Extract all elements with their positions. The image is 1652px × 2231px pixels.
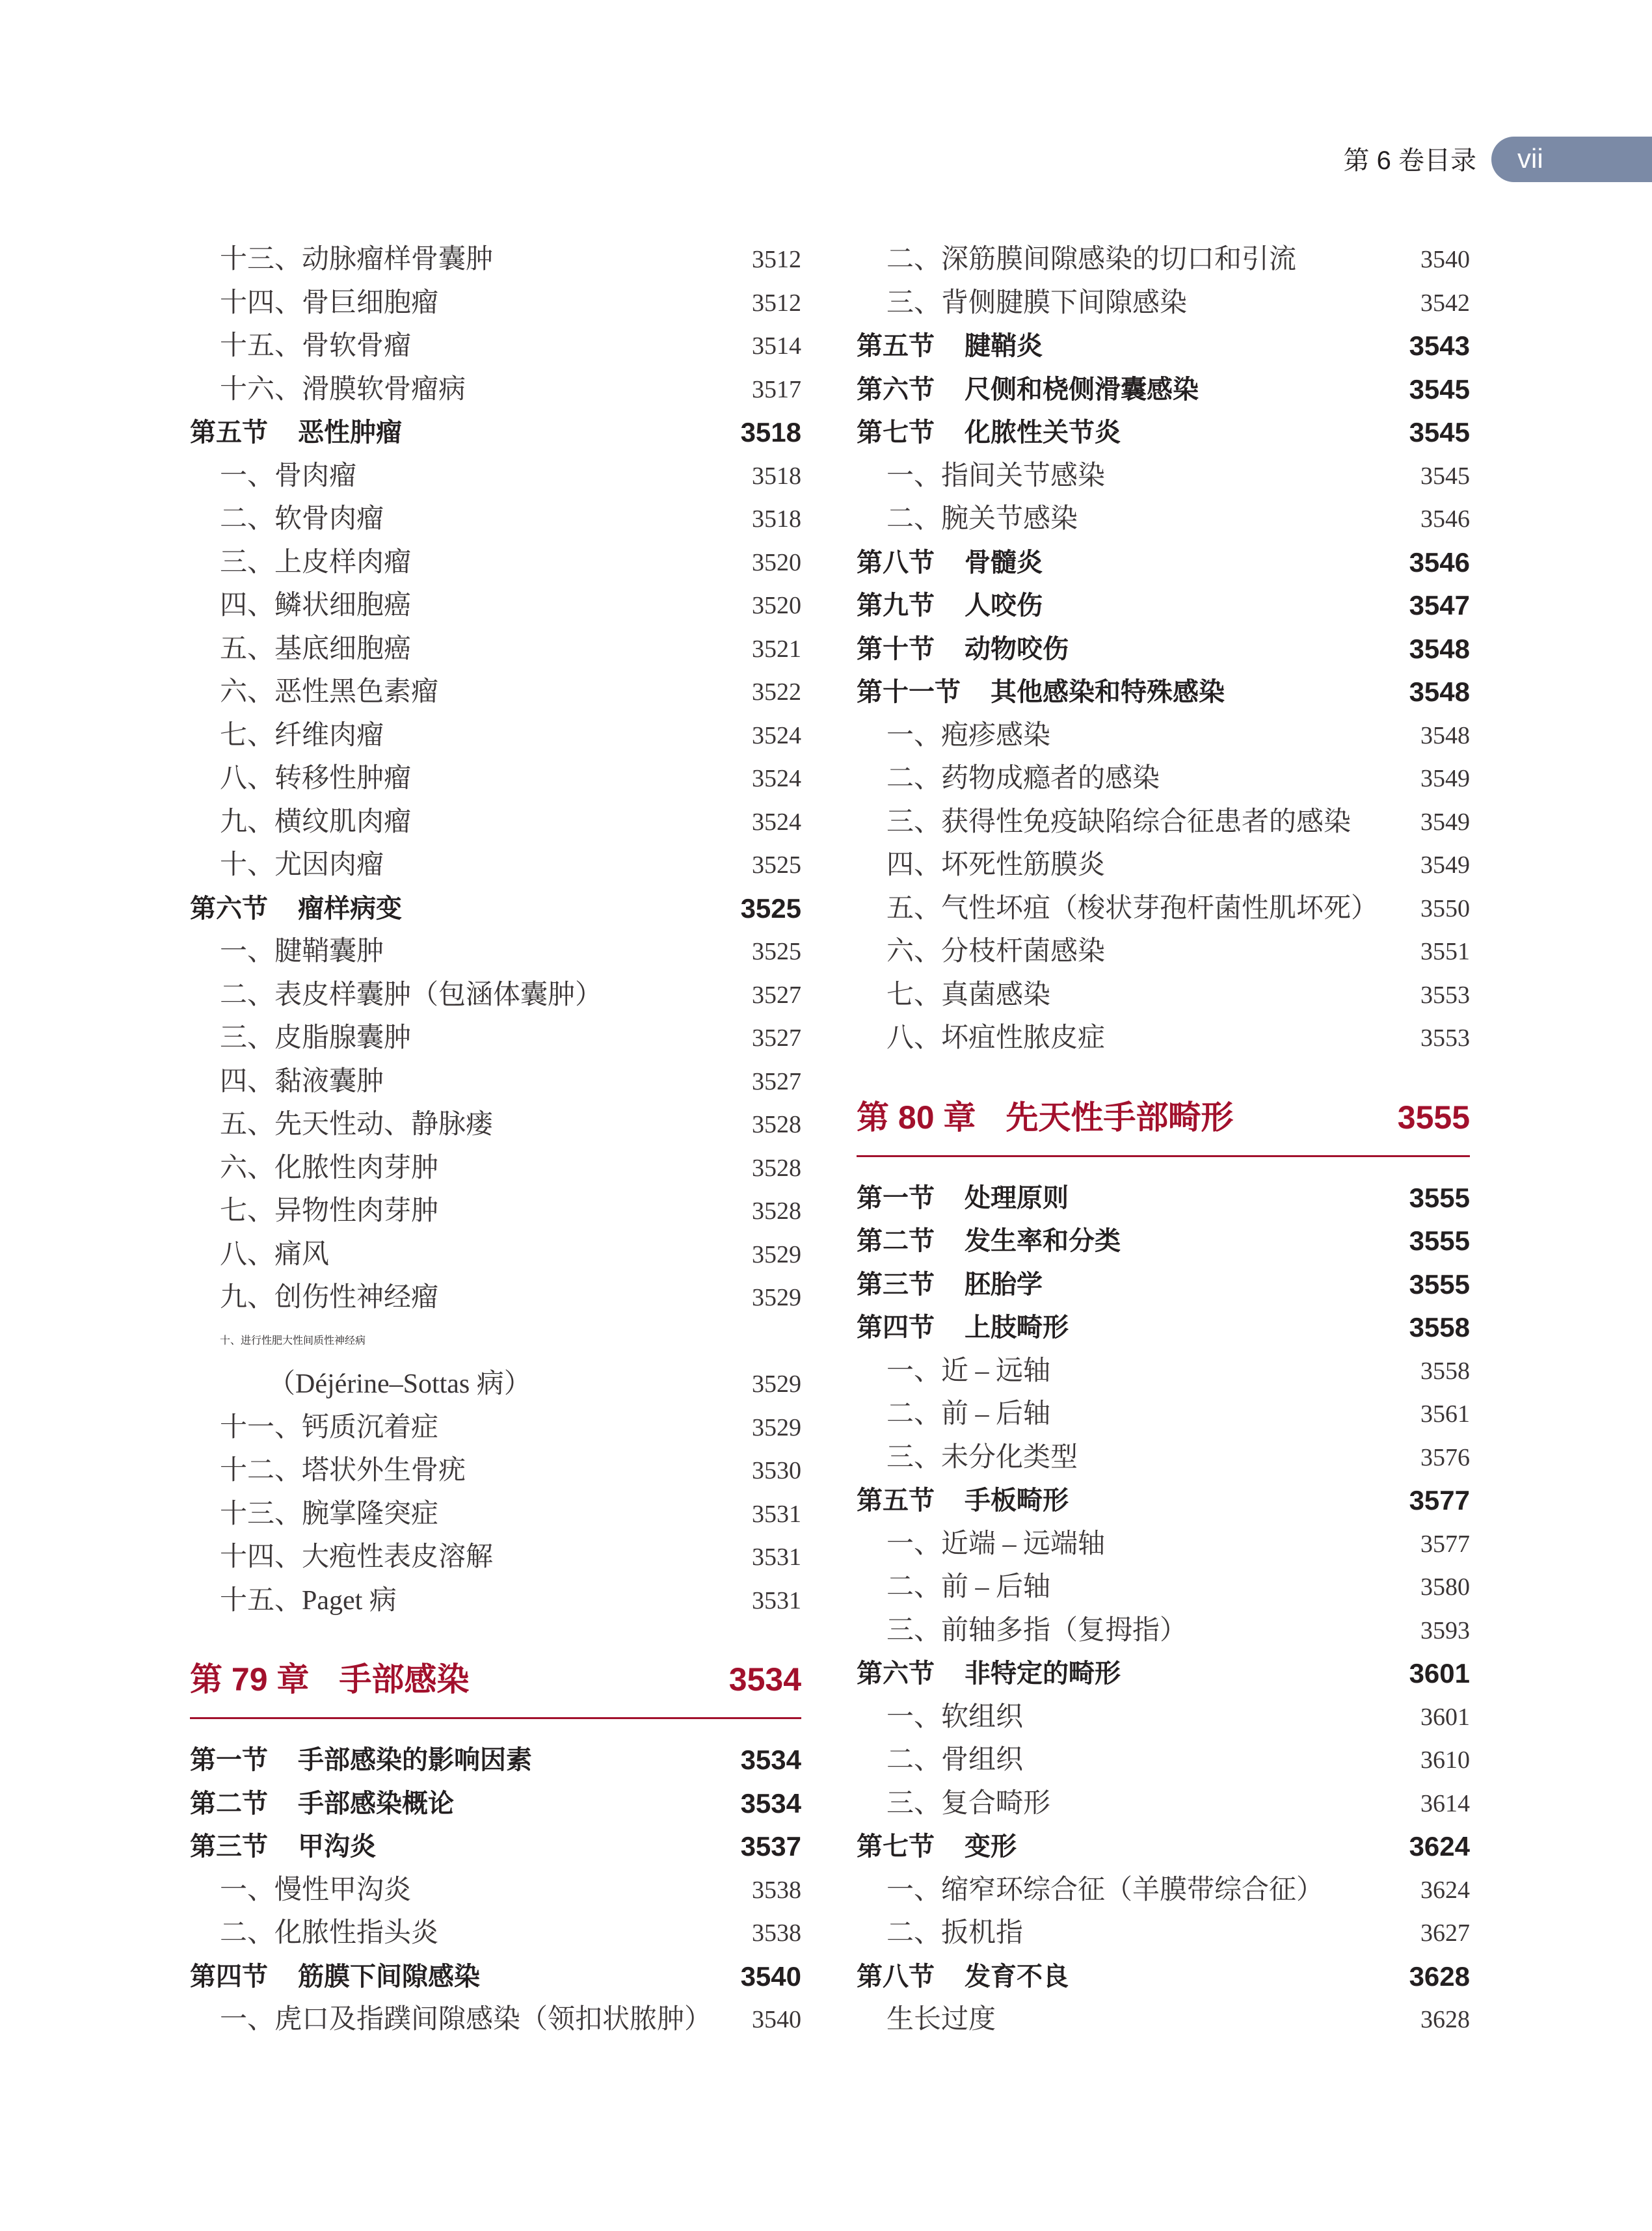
toc-item[interactable]	[857, 1998, 1470, 2042]
toc-entry-title	[857, 1955, 1409, 1999]
toc-page-number: 3548	[1420, 721, 1470, 749]
toc-section[interactable]	[190, 411, 801, 455]
toc-entry-title	[190, 411, 741, 455]
toc-page-number: 3628	[1420, 2006, 1470, 2033]
toc-item[interactable]	[857, 238, 1470, 282]
toc-page-number: 3546	[1420, 505, 1470, 533]
section-title: 骨髓炎	[965, 548, 1043, 577]
toc-entry-title	[190, 887, 741, 931]
section-number: 第二节	[857, 1227, 935, 1255]
toc-page-number: 3528	[752, 1111, 801, 1138]
toc-page-number: 3593	[1420, 1616, 1470, 1644]
toc-entry-title	[857, 671, 1409, 714]
toc-item[interactable]	[190, 1869, 801, 1912]
section-title: 人咬伤	[965, 591, 1043, 620]
section-title: 胚胎学	[965, 1270, 1043, 1299]
toc-page-number: 3522	[752, 678, 801, 706]
toc-item[interactable]	[190, 1363, 801, 1406]
toc-entry-title: 五、先天性动、静脉瘘	[220, 1110, 494, 1140]
toc-page-number: 3561	[1420, 1400, 1470, 1428]
section-number: 第十一节	[857, 678, 961, 706]
section-title: 非特定的畸形	[965, 1659, 1121, 1688]
toc-entry-title: 二、表皮样囊肿（包涵体囊肿）	[220, 980, 603, 1010]
toc-entry-title: 一、虎口及指蹼间隙感染（领扣状脓肿）	[220, 2005, 712, 2035]
toc-item[interactable]	[190, 368, 801, 412]
toc-page-number: 3545	[1420, 462, 1470, 490]
section-title: 手部感染的影响因素	[298, 1746, 532, 1774]
toc-page-number: 3528	[752, 1154, 801, 1182]
toc-entry-title: 七、纤维肉瘤	[220, 720, 384, 751]
section-number: 第三节	[190, 1832, 268, 1861]
toc-page-number: 3524	[752, 808, 801, 836]
toc-page-number: 3527	[752, 1024, 801, 1052]
toc-section[interactable]	[857, 411, 1470, 455]
toc-page-number: 3527	[752, 1067, 801, 1095]
chapter-title: 先天性手部畸形	[1006, 1099, 1234, 1136]
toc-page-number: 3540	[740, 1960, 801, 1992]
toc-entry-title: 四、鳞状细胞癌	[220, 591, 412, 621]
section-title: 甲沟炎	[298, 1832, 376, 1861]
toc-entry-title: 一、慢性甲沟炎	[220, 1875, 412, 1905]
toc-page-number: 3525	[740, 892, 801, 924]
toc-page-number: 3555	[1409, 1268, 1470, 1300]
toc-page-number: 3534	[740, 1744, 801, 1775]
toc-section[interactable]	[190, 887, 801, 931]
toc-page-number: 3537	[740, 1831, 801, 1862]
toc-item[interactable]	[857, 801, 1470, 844]
toc-entry-title	[190, 1739, 741, 1782]
toc-page-number: 3576	[1420, 1443, 1470, 1471]
toc-item[interactable]	[190, 1147, 801, 1190]
section-number: 第五节	[857, 1486, 935, 1515]
toc-entry-title: 一、骨肉瘤	[220, 461, 357, 491]
toc-item[interactable]	[190, 541, 801, 585]
toc-page-number: 3525	[752, 851, 801, 879]
toc-entry-title: 六、化脓性肉芽肿	[220, 1153, 439, 1183]
toc-page-number: 3518	[752, 505, 801, 533]
toc-section[interactable]	[857, 1479, 1470, 1523]
toc-section[interactable]	[857, 368, 1470, 412]
toc-entry-title: 四、黏液囊肿	[220, 1066, 384, 1097]
toc-page-number: 3525	[752, 938, 801, 965]
toc-entry-title: 五、基底细胞癌	[220, 634, 412, 664]
toc-page-number: 3624	[1420, 1876, 1470, 1904]
toc-entry-title: 一、近端 – 远端轴	[886, 1529, 1106, 1559]
toc-page-number: 3580	[1420, 1573, 1470, 1601]
toc-section[interactable]	[857, 1306, 1470, 1350]
toc-item[interactable]	[190, 1536, 801, 1579]
toc-page-number: 3524	[752, 765, 801, 792]
section-title: 筋膜下间隙感染	[298, 1962, 480, 1991]
section-number: 第九节	[857, 591, 935, 620]
page-header-title: 第 6 卷目录	[1343, 146, 1476, 175]
toc-item[interactable]	[190, 498, 801, 541]
toc-entry-title: 二、前 – 后轴	[886, 1572, 1051, 1602]
toc-entry-title	[857, 1652, 1409, 1696]
toc-entry-title	[857, 541, 1409, 585]
section-title: 发育不良	[965, 1962, 1069, 1991]
toc-entry-title: 十四、大疱性表皮溶解	[220, 1542, 494, 1572]
toc-item[interactable]	[857, 714, 1470, 758]
toc-item[interactable]	[190, 1406, 801, 1450]
toc-item[interactable]	[190, 1912, 801, 1955]
toc-page-number: 3534	[728, 1661, 801, 1698]
toc-item[interactable]	[857, 1436, 1470, 1480]
toc-entry-title	[857, 1220, 1409, 1263]
toc-page-number: 3512	[752, 289, 801, 317]
toc-entry-title: 三、前轴多指（复拇指）	[886, 1615, 1188, 1646]
toc-item[interactable]	[190, 974, 801, 1017]
toc-entry-title: 十四、骨巨细胞瘤	[220, 287, 439, 318]
toc-entry-title	[857, 411, 1409, 455]
section-title: 恶性肿瘤	[298, 418, 402, 447]
toc-item[interactable]	[857, 1350, 1470, 1393]
toc-item[interactable]	[857, 1523, 1470, 1566]
toc-entry-title: 三、未分化类型	[886, 1442, 1078, 1473]
toc-page-number: 3549	[1420, 808, 1470, 836]
section-title: 瘤样病变	[298, 894, 402, 923]
toc-page-number: 3555	[1397, 1099, 1470, 1136]
toc-page-number: 3531	[752, 1500, 801, 1528]
toc-entry-title: 八、转移性肿瘤	[220, 764, 412, 794]
toc-item[interactable]	[190, 1103, 801, 1147]
toc-item[interactable]	[857, 455, 1470, 498]
toc-page-number: 3520	[752, 548, 801, 576]
toc-page-number: 3545	[1409, 373, 1470, 405]
section-number: 第四节	[190, 1962, 268, 1991]
toc-entry-title: 三、上皮样肉瘤	[220, 547, 412, 578]
toc-item[interactable]	[857, 1912, 1470, 1955]
toc-item[interactable]	[857, 887, 1470, 931]
toc-section[interactable]	[190, 1739, 801, 1782]
toc-entry-title	[857, 1263, 1409, 1307]
toc-page-number: 3529	[752, 1370, 801, 1398]
section-title: 发生率和分类	[965, 1227, 1121, 1255]
toc-page-number: 3512	[752, 246, 801, 273]
toc-entry-title	[857, 368, 1409, 412]
toc-page-number: 3551	[1420, 938, 1470, 965]
toc-page-number: 3601	[1420, 1703, 1470, 1731]
toc-entry-title: 二、扳机指	[886, 1918, 1024, 1948]
toc-entry-title: 三、复合畸形	[886, 1788, 1051, 1819]
toc-page-number: 3549	[1420, 851, 1470, 879]
toc-item[interactable]	[190, 1233, 801, 1277]
section-title: 尺侧和桡侧滑囊感染	[965, 375, 1199, 404]
toc-item[interactable]	[190, 325, 801, 368]
toc-entry-title: 十二、塔状外生骨疣	[220, 1456, 466, 1486]
toc-page-number: 3555	[1409, 1182, 1470, 1213]
toc-page-number: 3540	[1420, 246, 1470, 273]
toc-item[interactable]	[190, 1998, 801, 2042]
toc-page-number: 3517	[752, 375, 801, 403]
toc-entry-title: 十五、骨软骨瘤	[220, 331, 412, 361]
toc-entry-title: 八、痛风	[220, 1239, 330, 1270]
toc-entry-title: 十六、滑膜软骨瘤病	[220, 374, 466, 405]
toc-item[interactable]	[857, 1017, 1470, 1060]
toc-entry-title	[190, 1650, 729, 1705]
toc-entry-title: 生长过度	[886, 2005, 996, 2035]
section-number: 第一节	[857, 1183, 935, 1212]
toc-entry-title	[857, 1088, 1398, 1143]
toc-entry-title: 二、前 – 后轴	[886, 1399, 1051, 1429]
toc-page-number: 3521	[752, 635, 801, 663]
toc-page-number: 3601	[1409, 1658, 1470, 1689]
section-title: 腱鞘炎	[965, 332, 1043, 360]
section-number: 第八节	[857, 1962, 935, 1991]
toc-item[interactable]	[190, 584, 801, 628]
toc-item[interactable]	[190, 1320, 801, 1363]
toc-entry-title: 十、进行性肥大性间质性神经病	[220, 1335, 366, 1346]
toc-item[interactable]	[190, 1449, 801, 1493]
section-title: 上肢畸形	[965, 1313, 1069, 1342]
toc-entry-title: 十五、Paget 病	[220, 1585, 397, 1616]
toc-section[interactable]	[857, 541, 1470, 585]
toc-page-number: 3540	[752, 2006, 801, 2033]
toc-page-number: 3577	[1409, 1485, 1470, 1516]
toc-page-number: 3548	[1409, 633, 1470, 664]
page-number: vii	[1517, 143, 1543, 174]
toc-page-number: 3614	[1420, 1789, 1470, 1817]
toc-entry-title: 五、气性坏疽（梭状芽孢杆菌性肌坏死）	[886, 893, 1379, 924]
toc-item[interactable]	[190, 930, 801, 974]
toc-page-number: 3549	[1420, 765, 1470, 792]
toc-section[interactable]	[857, 1220, 1470, 1263]
toc-entry-title: 二、软骨肉瘤	[220, 504, 384, 534]
toc-entry-title: 六、恶性黑色素瘤	[220, 677, 439, 707]
toc-entry-title	[857, 1177, 1409, 1220]
toc-item[interactable]	[857, 1869, 1470, 1912]
toc-section[interactable]	[857, 1825, 1470, 1869]
toc-page-number: 3543	[1409, 330, 1470, 361]
toc-page-number: 3542	[1420, 289, 1470, 317]
toc-page-number: 3534	[740, 1787, 801, 1819]
toc-item[interactable]	[857, 757, 1470, 801]
toc-entry-title: 六、分枝杆菌感染	[886, 937, 1106, 967]
section-title: 处理原则	[965, 1183, 1069, 1212]
toc-item[interactable]	[857, 498, 1470, 541]
toc-item[interactable]	[190, 757, 801, 801]
toc-section[interactable]	[857, 1263, 1470, 1307]
toc-entry-title: 十三、动脉瘤样骨囊肿	[220, 245, 494, 274]
toc-page-number: 3538	[752, 1876, 801, 1904]
toc-section[interactable]	[857, 671, 1470, 714]
toc-page-number: 3628	[1409, 1960, 1470, 1992]
toc-item[interactable]	[190, 714, 801, 758]
toc-chapter[interactable]	[190, 1650, 801, 1719]
toc-page-number: 3518	[740, 417, 801, 448]
toc-item[interactable]	[857, 1782, 1470, 1826]
toc-page-number: 3518	[752, 462, 801, 490]
toc-item[interactable]	[190, 671, 801, 714]
toc-entry-title	[190, 1955, 741, 1999]
section-number: 第五节	[857, 332, 935, 360]
toc-entry-title	[857, 1306, 1409, 1350]
toc-item[interactable]	[857, 1696, 1470, 1739]
toc-page-number: 3558	[1409, 1312, 1470, 1343]
toc-entry-title: 四、坏死性筋膜炎	[886, 850, 1106, 880]
toc-item[interactable]	[857, 974, 1470, 1017]
toc-entry-title	[857, 1825, 1409, 1869]
toc-section[interactable]	[190, 1955, 801, 1999]
toc-item[interactable]	[190, 801, 801, 844]
toc-page-number: 3538	[752, 1919, 801, 1947]
toc-item[interactable]	[857, 1566, 1470, 1609]
toc-section[interactable]	[857, 1955, 1470, 1999]
toc-page-number: 3547	[1409, 590, 1470, 621]
toc-item[interactable]	[190, 628, 801, 671]
toc-entry-title: 七、真菌感染	[886, 980, 1051, 1010]
toc-entry-title: 三、获得性免疫缺陷综合征患者的感染	[886, 807, 1352, 837]
toc-entry-title	[857, 325, 1409, 368]
toc-item[interactable]	[190, 1060, 801, 1104]
toc-item[interactable]	[190, 1276, 801, 1320]
toc-entry-title	[857, 628, 1409, 671]
toc-chapter[interactable]	[857, 1088, 1470, 1157]
toc-page-number: 3529	[752, 1240, 801, 1268]
toc-entry-title	[857, 1479, 1409, 1523]
toc-entry-title: 十、尤因肉瘤	[220, 850, 384, 880]
toc-item[interactable]	[857, 1609, 1470, 1653]
toc-entry-title: 十一、钙质沉着症	[220, 1412, 439, 1443]
section-title: 动物咬伤	[965, 634, 1069, 663]
toc-item[interactable]	[857, 282, 1470, 325]
toc-page-number: 3577	[1420, 1530, 1470, 1558]
toc-item[interactable]	[857, 844, 1470, 887]
toc-page-number: 3548	[1409, 676, 1470, 707]
toc-left-column	[190, 238, 801, 2042]
section-number: 第七节	[857, 1832, 935, 1861]
toc-entry-title: 一、近 – 远轴	[886, 1356, 1051, 1386]
toc-entry-title: 十三、腕掌隆突症	[220, 1499, 439, 1529]
section-number: 第六节	[857, 375, 935, 404]
toc-page-number: 3520	[752, 592, 801, 619]
toc-item[interactable]	[190, 1493, 801, 1536]
toc-entry-title: 一、疱疹感染	[886, 720, 1051, 751]
toc-page-number: 3624	[1409, 1831, 1470, 1862]
toc-item[interactable]	[857, 930, 1470, 974]
section-number: 第六节	[190, 894, 268, 923]
section-number: 第八节	[857, 548, 935, 577]
toc-item[interactable]	[857, 1739, 1470, 1782]
chapter-number: 第 79 章	[190, 1661, 310, 1698]
toc-entry-title: 二、深筋膜间隙感染的切口和引流	[886, 245, 1297, 274]
toc-page-number: 3558	[1420, 1357, 1470, 1385]
toc-page-number: 3524	[752, 721, 801, 749]
section-number: 第四节	[857, 1313, 935, 1342]
toc-page-number: 3531	[752, 1586, 801, 1614]
toc-section[interactable]	[857, 628, 1470, 671]
toc-entry-title: 二、腕关节感染	[886, 504, 1078, 534]
toc-page-number: 3531	[752, 1543, 801, 1571]
toc-page-number: 3553	[1420, 981, 1470, 1009]
section-number: 第五节	[190, 418, 268, 447]
toc-item[interactable]	[190, 455, 801, 498]
toc-section[interactable]	[857, 325, 1470, 368]
toc-entry-title: 二、骨组织	[886, 1745, 1024, 1775]
toc-page-number: 3529	[752, 1284, 801, 1311]
toc-page-number: 3514	[752, 332, 801, 360]
section-number: 第一节	[190, 1746, 268, 1774]
toc-entry-title: 九、创伤性神经瘤	[220, 1283, 439, 1313]
toc-page-number: 3610	[1420, 1746, 1470, 1774]
toc-entry-title: 一、缩窄环综合征（羊膜带综合征）	[886, 1875, 1324, 1905]
toc-entry-title: 八、坏疽性脓皮症	[886, 1023, 1106, 1053]
toc-section[interactable]	[857, 1652, 1470, 1696]
toc-entry-title: 七、异物性肉芽肿	[220, 1196, 439, 1226]
toc-page-number: 3550	[1420, 894, 1470, 922]
toc-page-number: 3553	[1420, 1024, 1470, 1052]
toc-page-number: 3530	[752, 1457, 801, 1484]
section-number: 第三节	[857, 1270, 935, 1299]
toc-entry-title	[857, 584, 1409, 628]
toc-item[interactable]	[190, 844, 801, 887]
section-title: 手部感染概论	[298, 1789, 454, 1818]
toc-item[interactable]	[190, 1579, 801, 1623]
toc-page-number: 3545	[1409, 417, 1470, 448]
toc-item[interactable]	[190, 1190, 801, 1233]
toc-page-number: 3527	[752, 981, 801, 1009]
toc-section[interactable]	[190, 1825, 801, 1869]
toc-entry-title: 一、软组织	[886, 1702, 1024, 1732]
toc-item[interactable]	[857, 1393, 1470, 1436]
toc-entry-title	[190, 1825, 741, 1869]
toc-section[interactable]	[857, 1177, 1470, 1220]
section-title: 变形	[965, 1832, 1017, 1861]
toc-entry-title: 三、皮脂腺囊肿	[220, 1023, 412, 1053]
chapter-title: 手部感染	[339, 1661, 470, 1698]
toc-entry-title: 九、横纹肌肉瘤	[220, 807, 412, 837]
toc-entry-title: 二、化脓性指头炎	[220, 1918, 439, 1948]
toc-entry-title	[190, 1782, 741, 1826]
toc-entry-title: （Déjérine–Sottas 病）	[268, 1369, 531, 1399]
toc-page-number: 3528	[752, 1197, 801, 1225]
page-number-tab	[1491, 137, 1652, 182]
toc-page-number: 3546	[1409, 546, 1470, 578]
toc-entry-title: 二、药物成瘾者的感染	[886, 764, 1160, 794]
section-title: 化脓性关节炎	[965, 418, 1121, 447]
toc-item[interactable]	[190, 282, 801, 325]
section-number: 第二节	[190, 1789, 268, 1818]
section-title: 其他感染和特殊感染	[991, 678, 1225, 706]
toc-right-column	[857, 238, 1470, 2042]
toc-page-number: 3627	[1420, 1919, 1470, 1947]
toc-entry-title: 一、指间关节感染	[886, 461, 1106, 491]
section-number: 第七节	[857, 418, 935, 447]
toc-item[interactable]	[190, 1017, 801, 1060]
toc-page-number: 3555	[1409, 1225, 1470, 1256]
toc-page-number: 3529	[752, 1413, 801, 1441]
chapter-number: 第 80 章	[857, 1099, 976, 1136]
toc-item[interactable]	[190, 238, 801, 282]
section-title: 手板畸形	[965, 1486, 1069, 1515]
toc-section[interactable]	[857, 584, 1470, 628]
toc-entry-title: 三、背侧腱膜下间隙感染	[886, 287, 1188, 318]
section-number: 第六节	[857, 1659, 935, 1688]
toc-section[interactable]	[190, 1782, 801, 1826]
section-number: 第十节	[857, 634, 935, 663]
toc-entry-title: 一、腱鞘囊肿	[220, 937, 384, 967]
